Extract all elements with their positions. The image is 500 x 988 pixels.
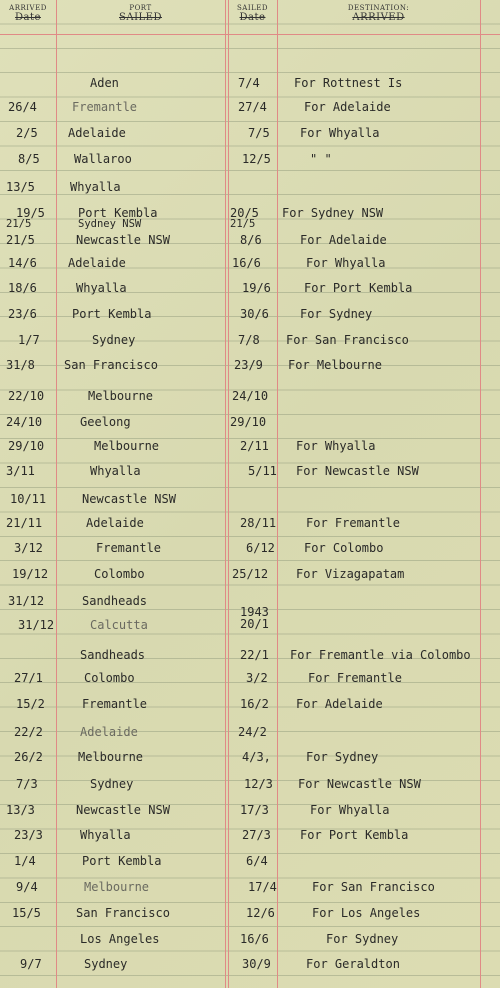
port-name: San Francisco — [76, 906, 170, 920]
arrived-date: 1/4 — [14, 854, 36, 868]
sailed-date: 22/1 — [240, 648, 269, 662]
sailed-date: 12/5 — [242, 152, 271, 166]
arrived-date: 9/4 — [16, 880, 38, 894]
arrived-date: 10/11 — [10, 492, 47, 506]
port-name: Sydney — [84, 957, 128, 971]
port-name: Colombo — [94, 567, 145, 581]
sailed-date: 12/6 — [246, 906, 275, 920]
arrived-date: 7/3 — [16, 777, 38, 791]
destination: For Vizagapatam — [296, 567, 405, 581]
arrived-date: 2/5 — [16, 126, 38, 140]
destination: For Newcastle NSW — [298, 777, 421, 791]
port-name: Melbourne — [88, 389, 154, 403]
destination: For Sydney NSW — [282, 206, 384, 220]
port-name: Port Kembla — [82, 854, 162, 868]
sailed-date: 12/3 — [244, 777, 273, 791]
column-rule — [225, 0, 226, 988]
port-name: Adelaide — [80, 725, 138, 739]
port-name: Wallaroo — [74, 152, 132, 166]
port-name: Newcastle NSW — [76, 803, 170, 817]
sailed-date: 25/12 — [232, 567, 269, 581]
header-destination-label: DESTINATION: — [347, 4, 410, 12]
sailed-date: 27/3 — [242, 828, 271, 842]
header-port-struck: SAILED — [119, 12, 162, 23]
sailed-date: 27/4 — [238, 100, 267, 114]
destination: For Los Angeles — [312, 906, 421, 920]
sailed-date: 3/2 — [246, 671, 268, 685]
destination: For Whyalla — [296, 439, 376, 453]
header-port-label: PORT — [129, 4, 152, 12]
port-name: Colombo — [84, 671, 135, 685]
arrived-date: 22/10 — [8, 389, 45, 403]
sailed-date: 30/6 — [240, 307, 269, 321]
destination: For San Francisco — [312, 880, 435, 894]
arrived-date: 3/11 — [6, 464, 35, 478]
header-arrived — [0, 4, 56, 22]
header-sailed-label: SAILED — [237, 4, 268, 12]
column-rule — [228, 0, 229, 988]
destination: For Fremantle — [306, 516, 400, 530]
destination: For Melbourne — [288, 358, 382, 372]
port-name: Adelaide — [68, 256, 126, 270]
sailed-date: 17/3 — [240, 803, 269, 817]
port-name: Geelong — [80, 415, 131, 429]
destination: For Geraldton — [306, 957, 400, 971]
arrived-date: 21/5 — [6, 218, 32, 230]
header-arrived-struck: Date — [15, 12, 41, 23]
port-name: Sydney — [92, 333, 136, 347]
arrived-date: 23/6 — [8, 307, 37, 321]
column-rule — [277, 0, 278, 988]
arrived-date: 19/12 — [12, 567, 49, 581]
arrived-date: 21/11 — [6, 516, 43, 530]
destination: For Fremantle via Colombo — [290, 648, 471, 662]
arrived-date: 24/10 — [6, 415, 43, 429]
arrived-date: 8/5 — [18, 152, 40, 166]
sailed-date: 16/2 — [240, 697, 269, 711]
port-name: Whyalla — [76, 281, 127, 295]
port-name: San Francisco — [64, 358, 158, 372]
header-rule — [0, 34, 500, 35]
port-name: Melbourne — [84, 880, 150, 894]
port-name: Aden — [90, 76, 119, 90]
sailed-date: 19/6 — [242, 281, 271, 295]
destination: For Rottnest Is — [294, 76, 403, 90]
arrived-date: 15/5 — [12, 906, 41, 920]
destination: For Sydney — [300, 307, 373, 321]
sailed-date: 4/3, — [242, 750, 271, 764]
port-name: Newcastle NSW — [82, 492, 176, 506]
arrived-date: 3/12 — [14, 541, 43, 555]
arrived-date: 21/5 — [6, 233, 35, 247]
port-name: Fremantle — [96, 541, 162, 555]
destination: " " — [310, 152, 332, 166]
arrived-date: 13/3 — [6, 803, 35, 817]
destination: For Newcastle NSW — [296, 464, 419, 478]
sailed-date: 8/6 — [240, 233, 262, 247]
destination: For Adelaide — [300, 233, 387, 247]
port-name: Whyalla — [70, 180, 121, 194]
port-name: Adelaide — [86, 516, 144, 530]
sailed-date: 1943 20/1 — [240, 605, 269, 631]
destination: For Adelaide — [296, 697, 383, 711]
sailed-date: 7/5 — [248, 126, 270, 140]
sailed-date: 29/10 — [230, 415, 267, 429]
arrived-date: 1/7 — [18, 333, 40, 347]
sailed-date: 30/9 — [242, 957, 271, 971]
sailed-date: 6/4 — [246, 854, 268, 868]
header-sailed — [228, 4, 277, 22]
port-name: Sydney — [90, 777, 134, 791]
destination: For Port Kembla — [304, 281, 413, 295]
destination: For Sydney — [326, 932, 399, 946]
sailed-date: 24/2 — [238, 725, 267, 739]
sailed-date: 23/9 — [234, 358, 263, 372]
arrived-date: 31/12 — [8, 594, 45, 608]
port-name: Port Kembla — [72, 307, 152, 321]
port-name: Fremantle — [72, 100, 138, 114]
port-name: Whyalla — [80, 828, 131, 842]
arrived-date: 15/2 — [16, 697, 45, 711]
port-name: Fremantle — [82, 697, 148, 711]
arrived-date: 22/2 — [14, 725, 43, 739]
sailed-date: 7/8 — [238, 333, 260, 347]
destination: For Colombo — [304, 541, 384, 555]
destination: For San Francisco — [286, 333, 409, 347]
arrived-date: 9/7 — [20, 957, 42, 971]
port-name: Whyalla — [90, 464, 141, 478]
destination: For Fremantle — [308, 671, 402, 685]
sailed-date: 20/5 — [230, 206, 259, 220]
header-port — [56, 4, 225, 22]
port-name: Port Kembla — [78, 206, 158, 220]
header-destination-struck: ARRIVED — [352, 12, 405, 23]
destination: For Whyalla — [306, 256, 386, 270]
port-name: Sydney NSW — [78, 218, 142, 230]
column-rule — [56, 0, 57, 988]
arrived-date: 31/8 — [6, 358, 35, 372]
port-name: Sandheads — [80, 648, 146, 662]
sailed-date: 24/10 — [232, 389, 269, 403]
destination: For Whyalla — [310, 803, 390, 817]
header-arrived-label: ARRIVED — [9, 4, 47, 12]
destination: For Whyalla — [300, 126, 380, 140]
arrived-date: 31/12 — [18, 618, 55, 632]
sailed-date: 16/6 — [232, 256, 261, 270]
destination: For Adelaide — [304, 100, 391, 114]
sailed-date: 21/5 — [230, 218, 256, 230]
port-name: Los Angeles — [80, 932, 160, 946]
port-name: Sandheads — [82, 594, 148, 608]
arrived-date: 29/10 — [8, 439, 45, 453]
destination: For Port Kembla — [300, 828, 409, 842]
destination: For Sydney — [306, 750, 379, 764]
sailed-date: 6/12 — [246, 541, 275, 555]
port-name: Melbourne — [94, 439, 160, 453]
sailed-date: 16/6 — [240, 932, 269, 946]
arrived-date: 14/6 — [8, 256, 37, 270]
arrived-date: 18/6 — [8, 281, 37, 295]
sailed-date: 28/11 — [240, 516, 277, 530]
arrived-date: 26/2 — [14, 750, 43, 764]
sailed-date: 17/4 — [248, 880, 277, 894]
arrived-date: 27/1 — [14, 671, 43, 685]
header-sailed-struck: Date — [239, 12, 266, 23]
port-name: Adelaide — [68, 126, 126, 140]
column-rule — [480, 0, 481, 988]
arrived-date: 23/3 — [14, 828, 43, 842]
arrived-date: 26/4 — [8, 100, 37, 114]
port-name: Calcutta — [90, 618, 148, 632]
arrived-date: 19/5 — [16, 206, 45, 220]
header-destination — [277, 4, 480, 22]
port-name: Melbourne — [78, 750, 144, 764]
arrived-date: 13/5 — [6, 180, 35, 194]
port-name: Newcastle NSW — [76, 233, 170, 247]
sailed-date: 7/4 — [238, 76, 260, 90]
sailed-date: 5/11 — [248, 464, 277, 478]
sailed-date: 2/11 — [240, 439, 269, 453]
